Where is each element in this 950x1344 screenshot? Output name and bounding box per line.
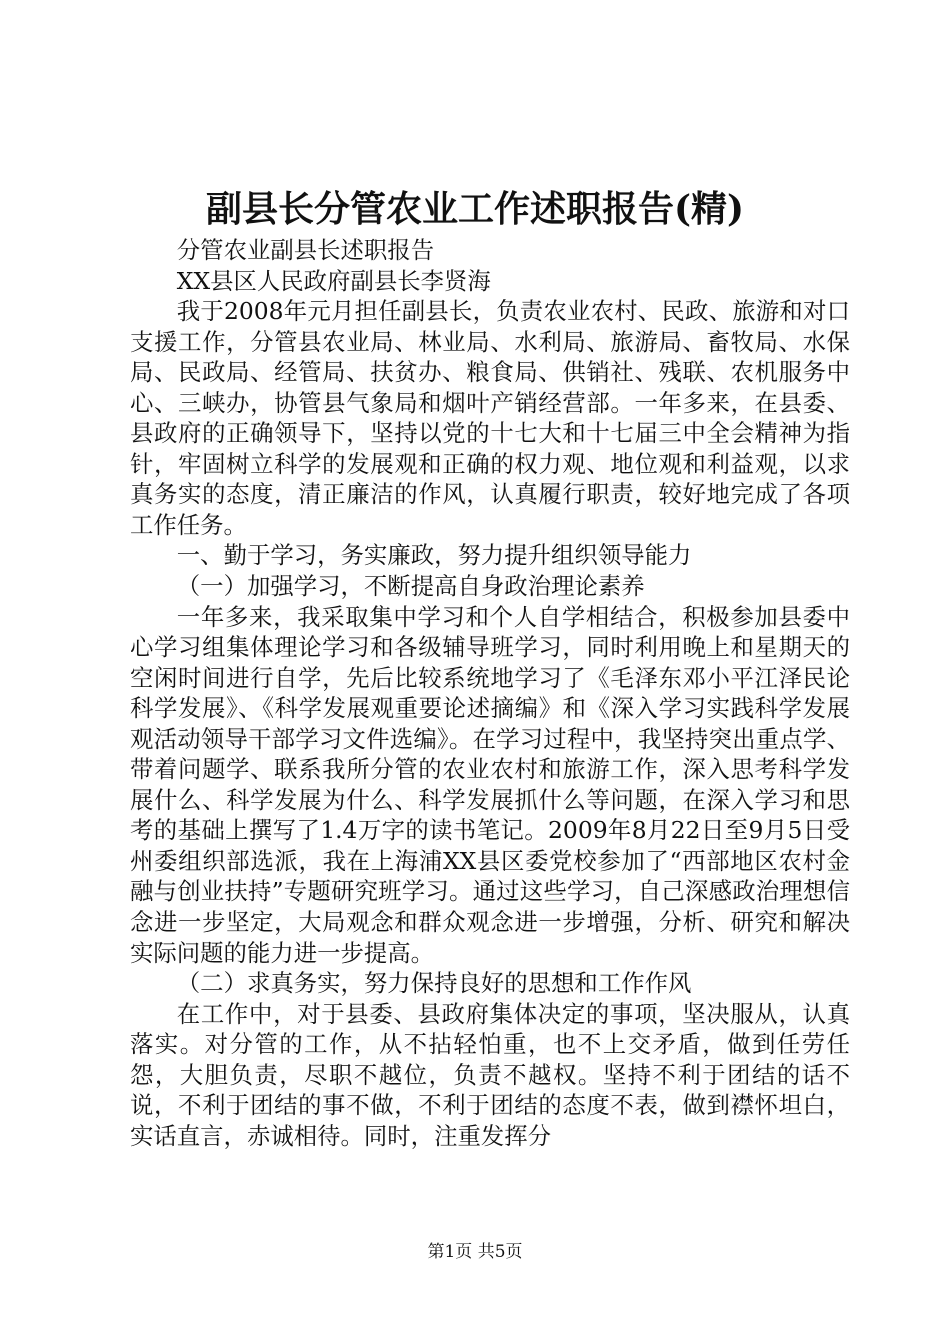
document-title: 副县长分管农业工作述职报告(精) <box>205 188 745 230</box>
subsection-heading-2: （二）求真务实，努力保持良好的思想和工作作风 <box>176 969 692 998</box>
document-body <box>130 235 850 1151</box>
page-footer: 第1页 共5页 <box>427 1242 523 1262</box>
study-paragraph: 一年多来，我采取集中学习和个人自学相结合，积极参加县委中心学习组集体理论学习和各级辅导班学习，同时利用晚上和星期天的空闲时间进行自学，先后比较系统地学习了《毛泽东邓小平江泽民论科学发展》、《科学发展观重要论述摘编》和《深入学习实践科学发展观活动领导干部学习文件选编》。在学习过程中，我坚持突出重点学、带着问题学、联系我所分管的农业农村和旅游工作，深入思考科学发展什么、科学发展为什么、科学发展抓什么等问题，在深入学习和思考的基础上撰写了1.4万字的读书笔记。2009年8月22日至9月5日受州委组织部选派，我在上海浦XX县区委党校参加了“西部地区农村金融与创业扶持”专题研究班学习。通过这些学习，自己深感政治理想信念进一步坚定，大局观念和群众观念进一步增强，分析、研究和解决实际问题的能力进一步提高。 <box>130 602 850 967</box>
report-author: XX县区人民政府副县长李贤海 <box>176 266 491 295</box>
intro-paragraph: 我于2008年元月担任副县长，负责农业农村、民政、旅游和对口支援工作，分管县农业局、林业局、水利局、旅游局、畜牧局、水保局、民政局、经管局、扶贫办、粮食局、供销社、残联、农机服务中心、三峡办，协管县气象局和烟叶产销经营部。一年多来，在县委、县政府的正确领导下，坚持以党的十七大和十七届三中全会精神为指针，牢固树立科学的发展观和正确的权力观、地位观和利益观，以求真务实的态度，清正廉洁的作风，认真履行职责，较好地完成了各项工作任务。 <box>130 297 850 539</box>
subsection-heading-1: （一）加强学习，不断提高自身政治理论素养 <box>176 572 645 601</box>
report-subtitle: 分管农业副县长述职报告 <box>176 236 435 264</box>
work-style-paragraph: 在工作中，对于县委、县政府集体决定的事项，坚决服从，认真落实。对分管的工作，从不拈轻怕重，也不上交矛盾，做到任劳任怨，大胆负责，尽职不越位，负责不越权。坚持不利于团结的话不说，不利于团结的事不做，不利于团结的态度不表，做到襟怀坦白，实话直言，赤诚相待。同时，注重发挥分 <box>130 999 850 1150</box>
section-heading-1: 一、勤于学习，务实廉政，努力提升组织领导能力 <box>176 541 692 570</box>
